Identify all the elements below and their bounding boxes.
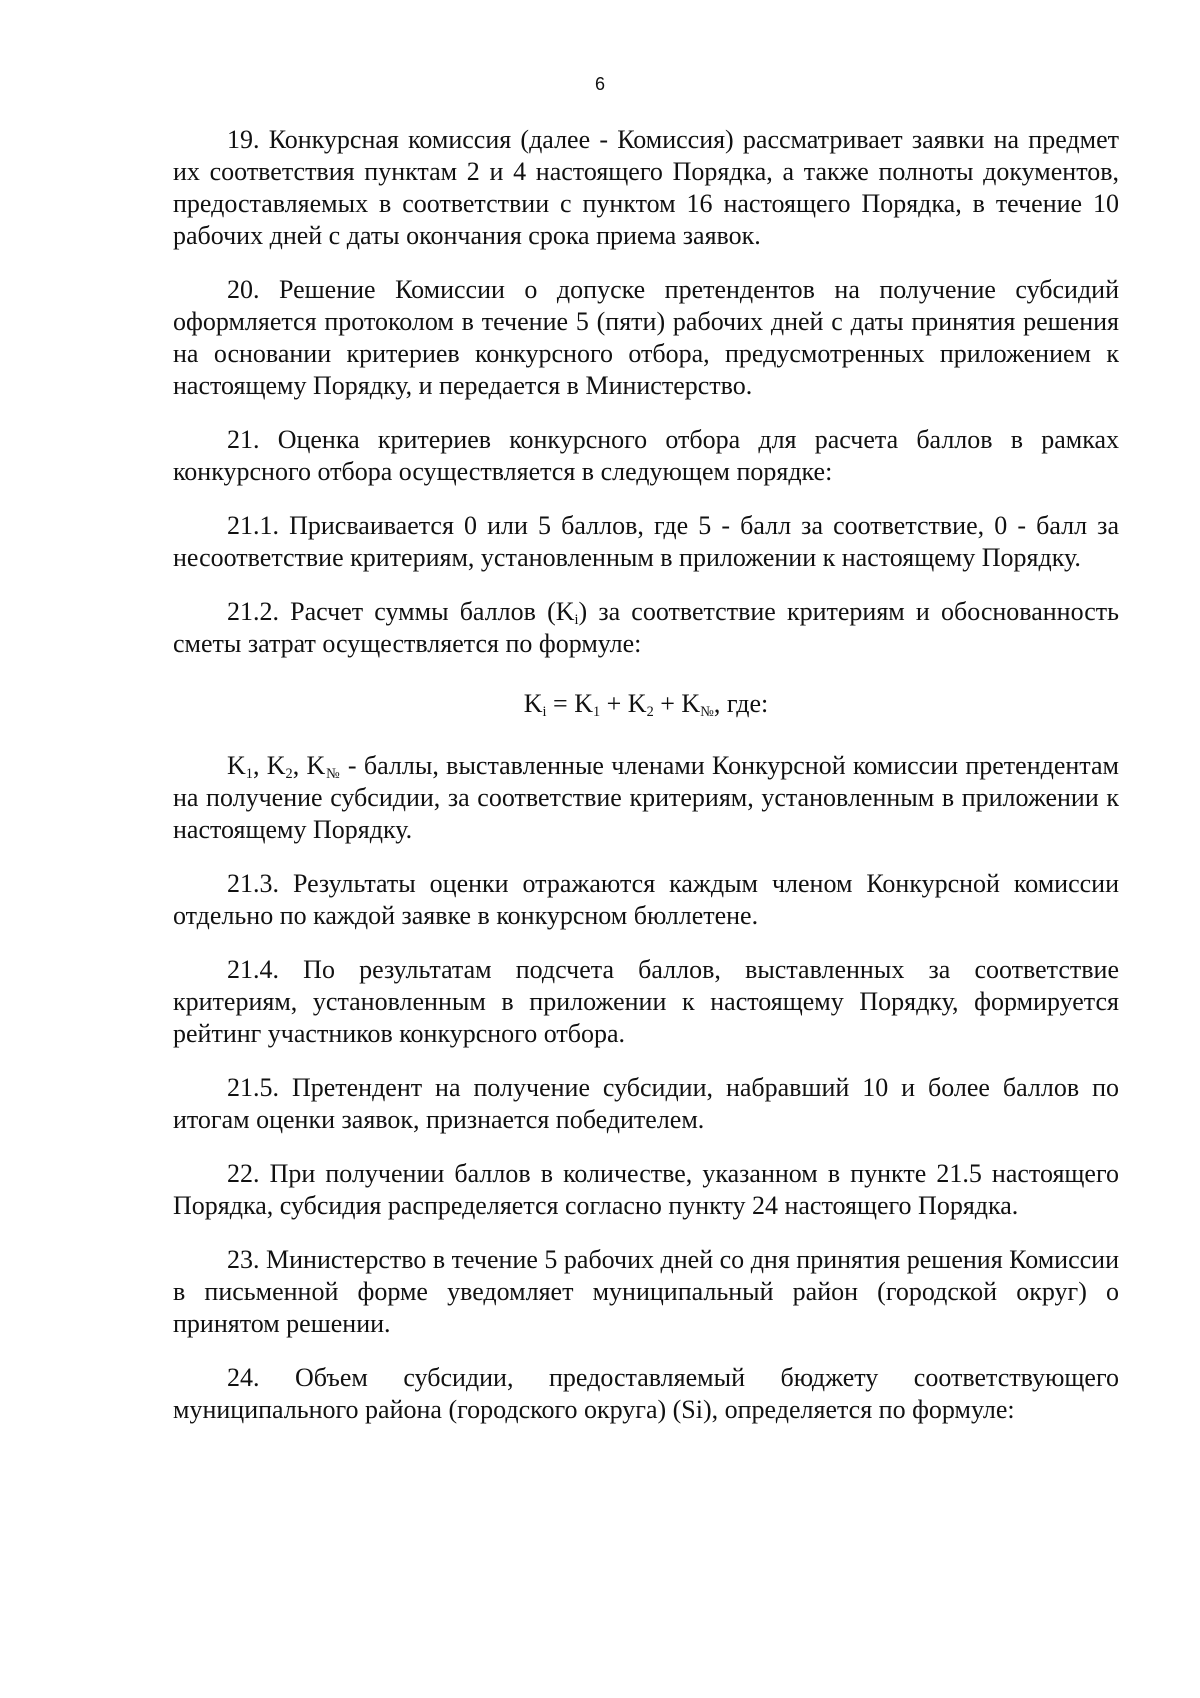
pk-rest: - баллы, выставленные членами Конкурсной комиссии претендентам на получение субсидии, за соответствие критериям, установленным в приложении к настоящему Порядку.	[173, 751, 1119, 844]
formula-plus2: + K	[653, 689, 701, 718]
paragraph-21-3: 21.3. Результаты оценки отражаются каждым членом Конкурсной комиссии отдельно по каждой заявке в конкурсном бюллетене.	[173, 869, 1119, 930]
paragraph-21-1: 21.1. Присваивается 0 или 5 баллов, где 5 - балл за соответствие, 0 - балл за несоответствие критериям, установленным в приложении к настоящему Порядку.	[173, 511, 1119, 572]
paragraph-19: 19. Конкурсная комиссия (далее - Комиссия) рассматривает заявки на предмет их соответствия пунктам 2 и 4 настоящего Порядка, а также полноты документов, предоставляемых в соответствии с пунктом 16 настоящего Порядка, в течение 10 рабочих дней с даты окончания срока приема заявок.	[173, 125, 1119, 250]
pk-k1: K	[227, 751, 246, 780]
pk-sub-n: №	[325, 766, 341, 782]
formula-eq: = K	[546, 689, 593, 718]
pk-sub-1: 1	[245, 766, 253, 782]
page-number: 6	[594, 74, 605, 94]
formula-sub-i: i	[542, 704, 547, 720]
p21-2-after: ) за соответствие критериям и обоснованность сметы затрат осуществляется по формуле:	[173, 597, 1120, 658]
paragraph-22: 22. При получении баллов в количестве, указанном в пункте 21.5 настоящего Порядка, субсидия распределяется согласно пункту 24 настоящего Порядка.	[173, 1159, 1119, 1220]
p21-2-sub: i	[574, 612, 579, 628]
formula-tail: , где:	[713, 689, 769, 718]
formula-sub-n: №	[700, 704, 714, 720]
paragraph-20: 20. Решение Комиссии о допуске претендентов на получение субсидий оформляется протоколом в течение 5 (пяти) рабочих дней с даты принятия решения на основании критериев конкурсного отбора, предусмотренных приложением к настоящему Порядку, и передается в Министерство.	[173, 275, 1119, 400]
paragraph-k-definition	[173, 750, 1119, 846]
paragraph-21-2	[173, 596, 1119, 660]
paragraph-24: 24. Объем субсидии, предоставляемый бюджету соответствующего муниципального района (городского округа) (Si), определяется по формуле:	[173, 1363, 1119, 1424]
paragraph-21-4: 21.4. По результатам подсчета баллов, выставленных за соответствие критериям, установленным в приложении к настоящему Порядку, формируется рейтинг участников конкурсного отбора.	[173, 955, 1119, 1048]
formula-plus1: + K	[600, 689, 647, 718]
paragraph-21-5: 21.5. Претендент на получение субсидии, набравший 10 и более баллов по итогам оценки заявок, признается победителем.	[173, 1073, 1119, 1134]
paragraph-21: 21. Оценка критериев конкурсного отбора для расчета баллов в рамках конкурсного отбора осуществляется в следующем порядке:	[173, 425, 1119, 486]
formula-ki	[173, 688, 1119, 720]
formula-k: K	[523, 689, 543, 718]
pk-k2: , K	[252, 751, 286, 780]
document-body	[173, 124, 1119, 1448]
formula-sub-1: 1	[592, 704, 601, 720]
formula-sub-2: 2	[646, 704, 654, 720]
paragraph-23: 23. Министерство в течение 5 рабочих дней со дня принятия решения Комиссии в письменной форме уведомляет муниципальный район (городской округ) о принятом решении.	[173, 1245, 1119, 1338]
pk-kn: , K	[292, 751, 326, 780]
p21-2-before: 21.2. Расчет суммы баллов (K	[227, 597, 575, 626]
pk-sub-2: 2	[285, 766, 293, 782]
